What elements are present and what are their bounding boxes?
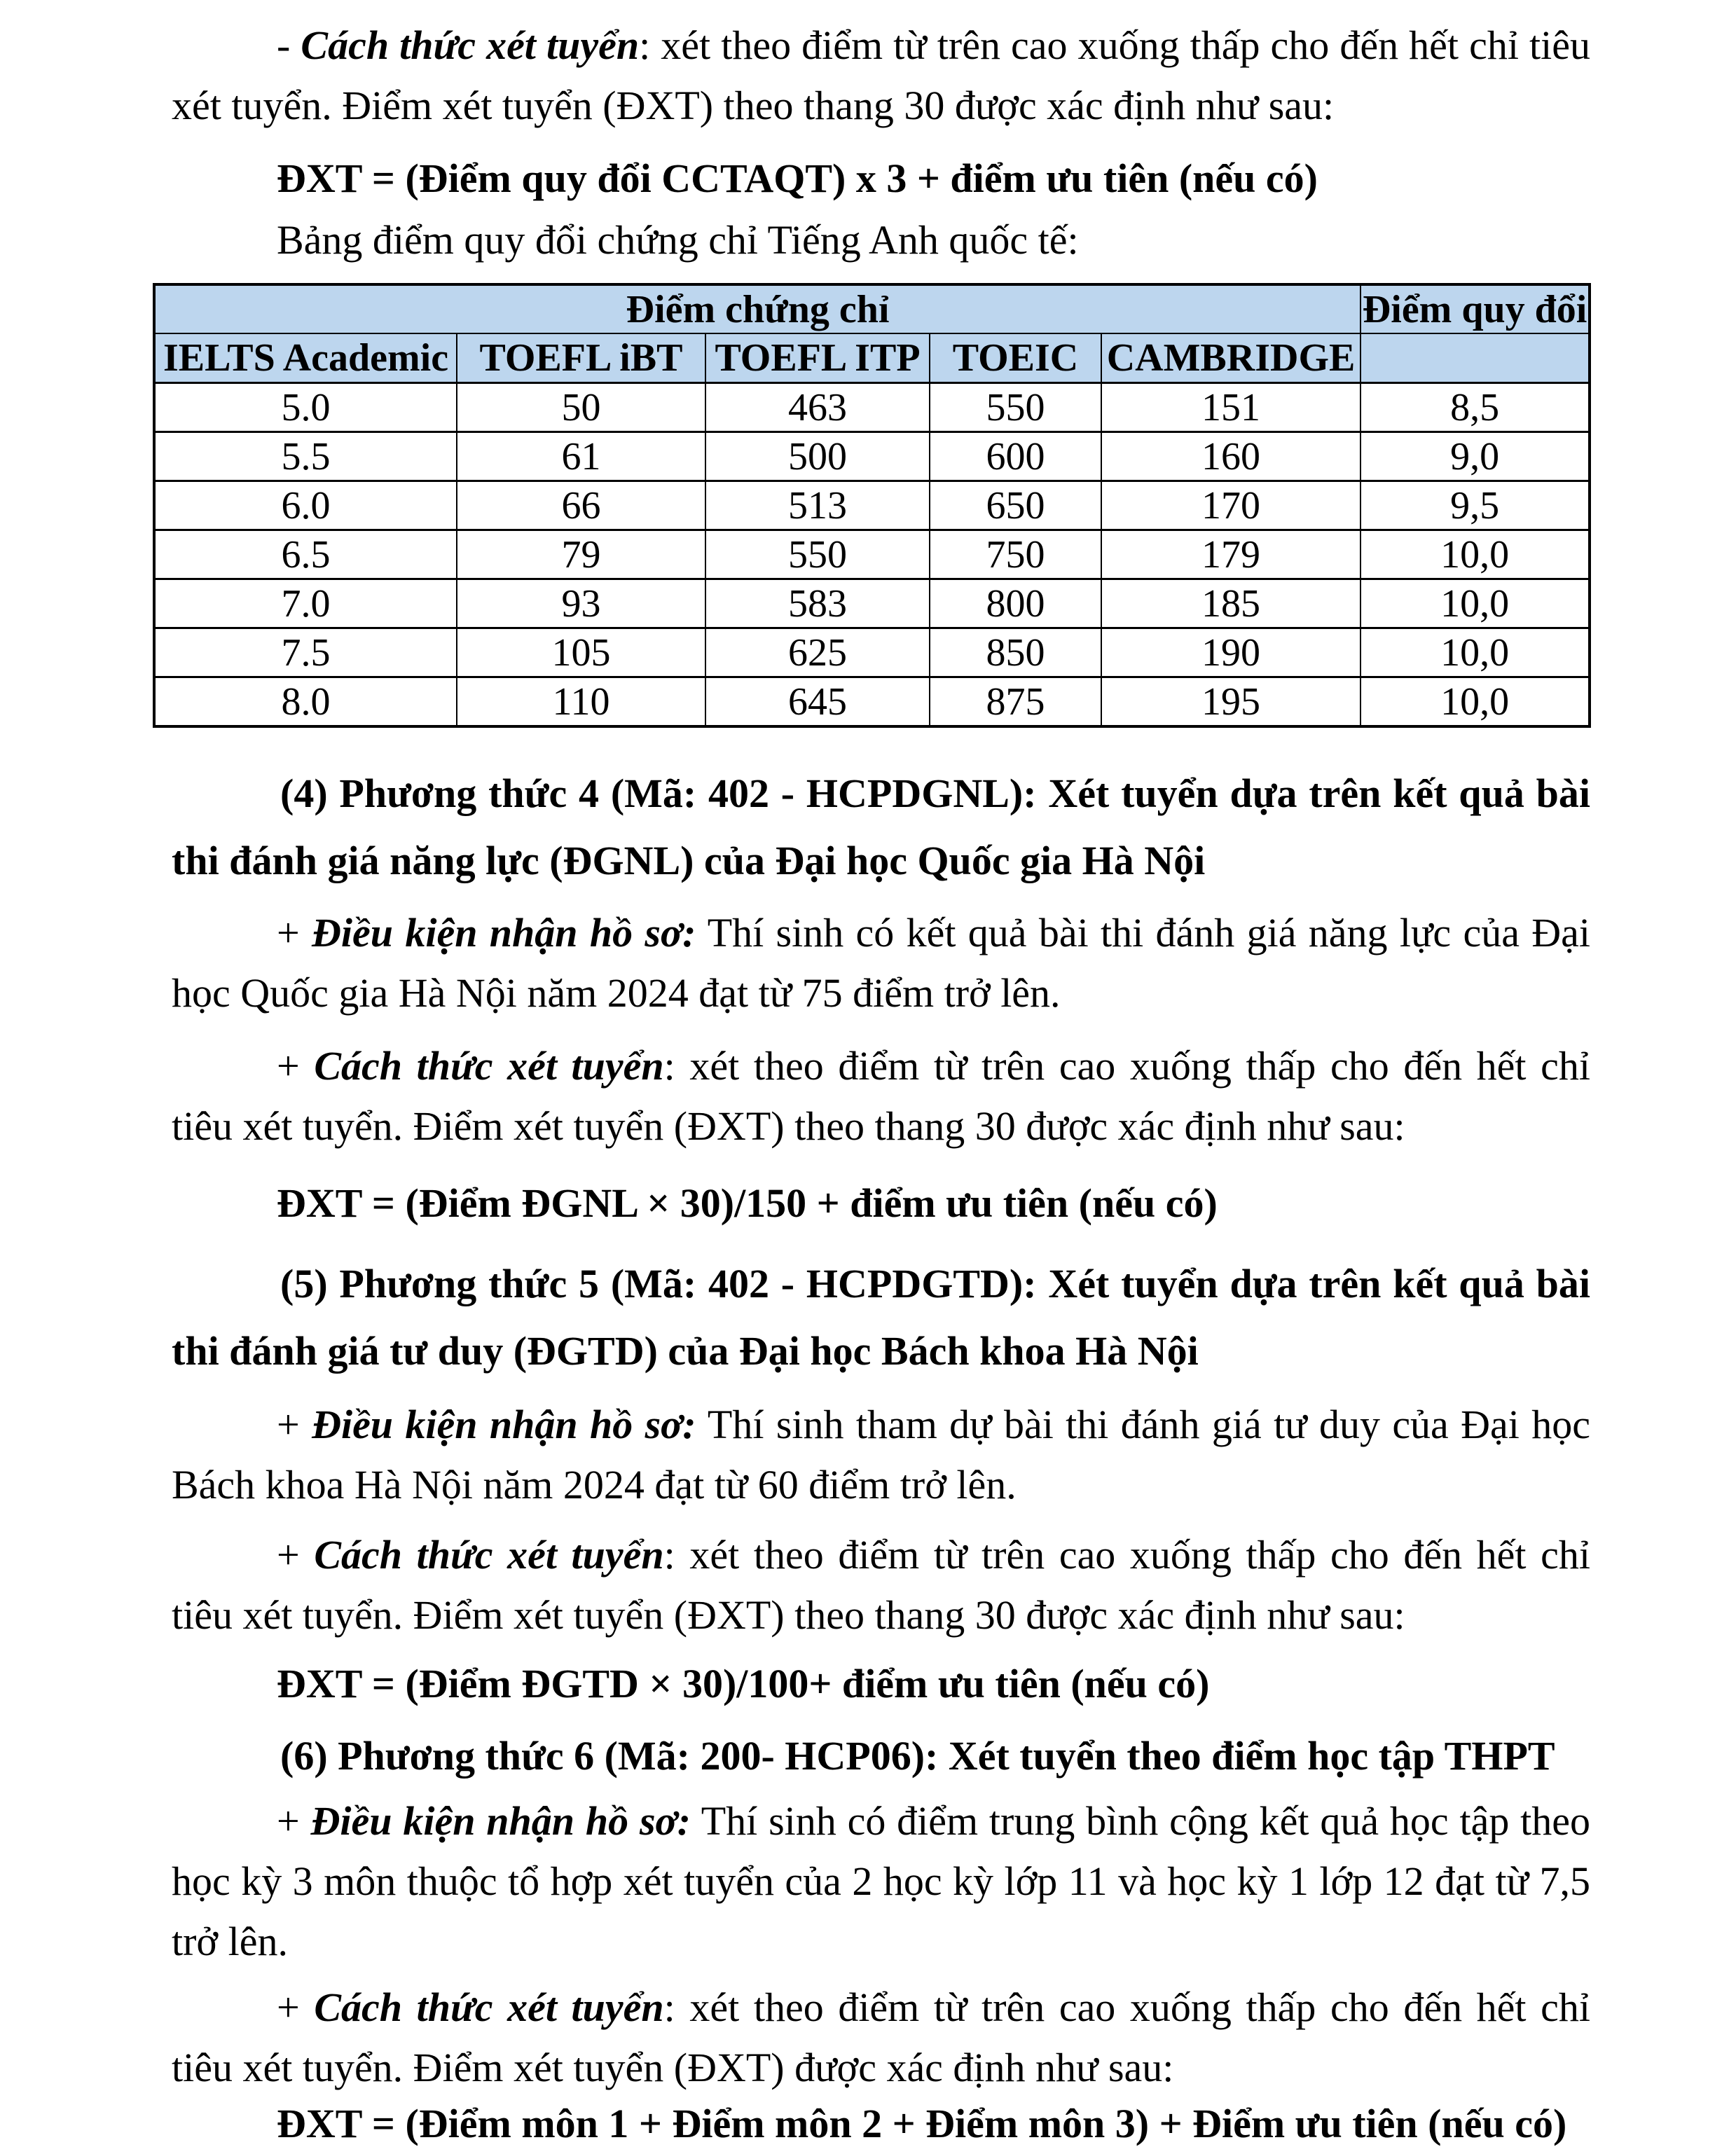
plus-sign: + xyxy=(277,1798,311,1844)
formula-thpt: ĐXT = (Điểm môn 1 + Điểm môn 2 + Điểm môn 3) + Điểm ưu tiên (nếu có) xyxy=(277,2101,1567,2146)
intro-dash: - xyxy=(277,22,301,68)
cell-toefl-itp: 463 xyxy=(705,383,930,432)
method-lead: Cách thức xét tuyển xyxy=(314,1043,664,1089)
condition-text: Thí sinh tham dự bài thi đánh giá tư duy của Đại học Bách khoa Hà Nội năm 2024 đạt từ 60 điểm trở lên. xyxy=(172,1402,1590,1507)
cell-cambridge: 179 xyxy=(1101,530,1360,579)
column-header-toefl-itp: TOEFL ITP xyxy=(705,333,930,383)
cell-toefl-ibt: 105 xyxy=(457,628,705,677)
header-converted-score: Điểm quy đổi xyxy=(1360,284,1590,333)
method-text: : xét theo điểm từ trên cao xuống thấp cho đến hết chỉ tiêu xét tuyển. Điểm xét tuyển (ĐXT) theo thang 30 được xác định như sau: xyxy=(172,1043,1590,1149)
method-lead: Cách thức xét tuyển xyxy=(314,1984,664,2030)
cell-toefl-itp: 550 xyxy=(705,530,930,579)
cell-toeic: 550 xyxy=(930,383,1101,432)
cell-cambridge: 160 xyxy=(1101,432,1360,481)
table-header-group-row xyxy=(154,284,1590,333)
cell-ielts: 5.0 xyxy=(154,383,457,432)
conversion-table xyxy=(153,283,1591,728)
cell-toeic: 600 xyxy=(930,432,1101,481)
cell-converted: 10,0 xyxy=(1360,677,1590,727)
cell-cambridge: 151 xyxy=(1101,383,1360,432)
section-4-condition-paragraph xyxy=(172,903,1590,1023)
cell-ielts: 6.0 xyxy=(154,481,457,530)
cell-toefl-ibt: 61 xyxy=(457,432,705,481)
condition-text: Thí sinh có kết quả bài thi đánh giá năng lực của Đại học Quốc gia Hà Nội năm 2024 đạt từ 75 điểm trở lên. xyxy=(172,910,1590,1016)
cell-toeic: 800 xyxy=(930,579,1101,628)
cell-toefl-itp: 513 xyxy=(705,481,930,530)
header-certificate-scores: Điểm chứng chỉ xyxy=(154,284,1360,333)
condition-lead: Điều kiện nhận hồ sơ: xyxy=(310,1798,691,1844)
plus-sign: + xyxy=(277,1532,315,1578)
cell-toefl-ibt: 93 xyxy=(457,579,705,628)
method-text: : xét theo điểm từ trên cao xuống thấp cho đến hết chỉ tiêu xét tuyển. Điểm xét tuyển (ĐXT) được xác định như sau: xyxy=(172,1984,1590,2090)
section-6-method-paragraph xyxy=(172,1977,1590,2098)
cell-ielts: 5.5 xyxy=(154,432,457,481)
cell-converted: 9,5 xyxy=(1360,481,1590,530)
intro-lead: Cách thức xét tuyển xyxy=(301,22,640,68)
cell-cambridge: 195 xyxy=(1101,677,1360,727)
cell-toefl-itp: 645 xyxy=(705,677,930,727)
plus-sign: + xyxy=(277,1984,315,2030)
table-header-columns-row xyxy=(154,333,1590,383)
cell-converted: 8,5 xyxy=(1360,383,1590,432)
table-caption: Bảng điểm quy đổi chứng chỉ Tiếng Anh quốc tế: xyxy=(277,217,1079,263)
cell-converted: 10,0 xyxy=(1360,579,1590,628)
plus-sign: + xyxy=(277,1402,312,1447)
table-row xyxy=(154,530,1590,579)
table-row xyxy=(154,432,1590,481)
table-row xyxy=(154,677,1590,727)
cell-cambridge: 170 xyxy=(1101,481,1360,530)
intro-text: : xét theo điểm từ trên cao xuống thấp cho đến hết chỉ tiêu xét tuyển. Điểm xét tuyển (ĐXT) theo thang 30 được xác định như sau: xyxy=(172,22,1590,128)
condition-lead: Điều kiện nhận hồ sơ: xyxy=(312,1402,696,1447)
section-4-heading: (4) Phương thức 4 (Mã: 402 - HCPDGNL): Xét tuyển dựa trên kết quả bài thi đánh giá năng lực (ĐGNL) của Đại học Quốc gia Hà Nội xyxy=(172,771,1590,883)
cell-toeic: 750 xyxy=(930,530,1101,579)
method-lead: Cách thức xét tuyển xyxy=(314,1532,664,1578)
column-header-empty xyxy=(1360,333,1590,383)
plus-sign: + xyxy=(277,910,312,955)
cell-toeic: 875 xyxy=(930,677,1101,727)
section-6-condition-paragraph xyxy=(172,1791,1590,1972)
cell-toefl-itp: 500 xyxy=(705,432,930,481)
intro-paragraph xyxy=(172,15,1590,136)
cell-toeic: 850 xyxy=(930,628,1101,677)
cell-ielts: 8.0 xyxy=(154,677,457,727)
section-5-method-paragraph xyxy=(172,1525,1590,1645)
cell-ielts: 7.0 xyxy=(154,579,457,628)
cell-toefl-ibt: 50 xyxy=(457,383,705,432)
column-header-toeic: TOEIC xyxy=(930,333,1101,383)
table-row xyxy=(154,628,1590,677)
table-row xyxy=(154,481,1590,530)
cell-toefl-itp: 583 xyxy=(705,579,930,628)
condition-lead: Điều kiện nhận hồ sơ: xyxy=(312,910,696,955)
cell-toefl-ibt: 110 xyxy=(457,677,705,727)
table-row xyxy=(154,579,1590,628)
plus-sign: + xyxy=(277,1043,315,1089)
condition-text: Thí sinh có điểm trung bình cộng kết quả học tập theo học kỳ 3 môn thuộc tổ hợp xét tuyển của 2 học kỳ lớp 11 và học kỳ 1 lớp 12 đạt từ 7,5 trở lên. xyxy=(172,1798,1590,1964)
cell-toefl-ibt: 66 xyxy=(457,481,705,530)
cell-converted: 9,0 xyxy=(1360,432,1590,481)
cell-ielts: 7.5 xyxy=(154,628,457,677)
column-header-toefl-ibt: TOEFL iBT xyxy=(457,333,705,383)
cell-cambridge: 185 xyxy=(1101,579,1360,628)
section-4-method-paragraph xyxy=(172,1036,1590,1157)
cell-converted: 10,0 xyxy=(1360,530,1590,579)
formula-dgnl: ĐXT = (Điểm ĐGNL × 30)/150 + điểm ưu tiên (nếu có) xyxy=(277,1180,1218,1226)
formula-cctaqt: ĐXT = (Điểm quy đổi CCTAQT) x 3 + điểm ưu tiên (nếu có) xyxy=(277,156,1318,201)
cell-ielts: 6.5 xyxy=(154,530,457,579)
column-header-cambridge: CAMBRIDGE xyxy=(1101,333,1360,383)
column-header-ielts: IELTS Academic xyxy=(154,333,457,383)
cell-toefl-ibt: 79 xyxy=(457,530,705,579)
cell-toeic: 650 xyxy=(930,481,1101,530)
section-5-condition-paragraph xyxy=(172,1395,1590,1515)
cell-cambridge: 190 xyxy=(1101,628,1360,677)
formula-dgtd: ĐXT = (Điểm ĐGTD × 30)/100+ điểm ưu tiên (nếu có) xyxy=(277,1661,1210,1706)
section-6-heading: (6) Phương thức 6 (Mã: 200- HCP06): Xét tuyển theo điểm học tập THPT xyxy=(280,1733,1555,1779)
section-5-heading: (5) Phương thức 5 (Mã: 402 - HCPDGTD): Xét tuyển dựa trên kết quả bài thi đánh giá tư duy (ĐGTD) của Đại học Bách khoa Hà Nội xyxy=(172,1261,1590,1374)
cell-converted: 10,0 xyxy=(1360,628,1590,677)
method-text: : xét theo điểm từ trên cao xuống thấp cho đến hết chỉ tiêu xét tuyển. Điểm xét tuyển (ĐXT) theo thang 30 được xác định như sau: xyxy=(172,1532,1590,1638)
cell-toefl-itp: 625 xyxy=(705,628,930,677)
table-row xyxy=(154,383,1590,432)
